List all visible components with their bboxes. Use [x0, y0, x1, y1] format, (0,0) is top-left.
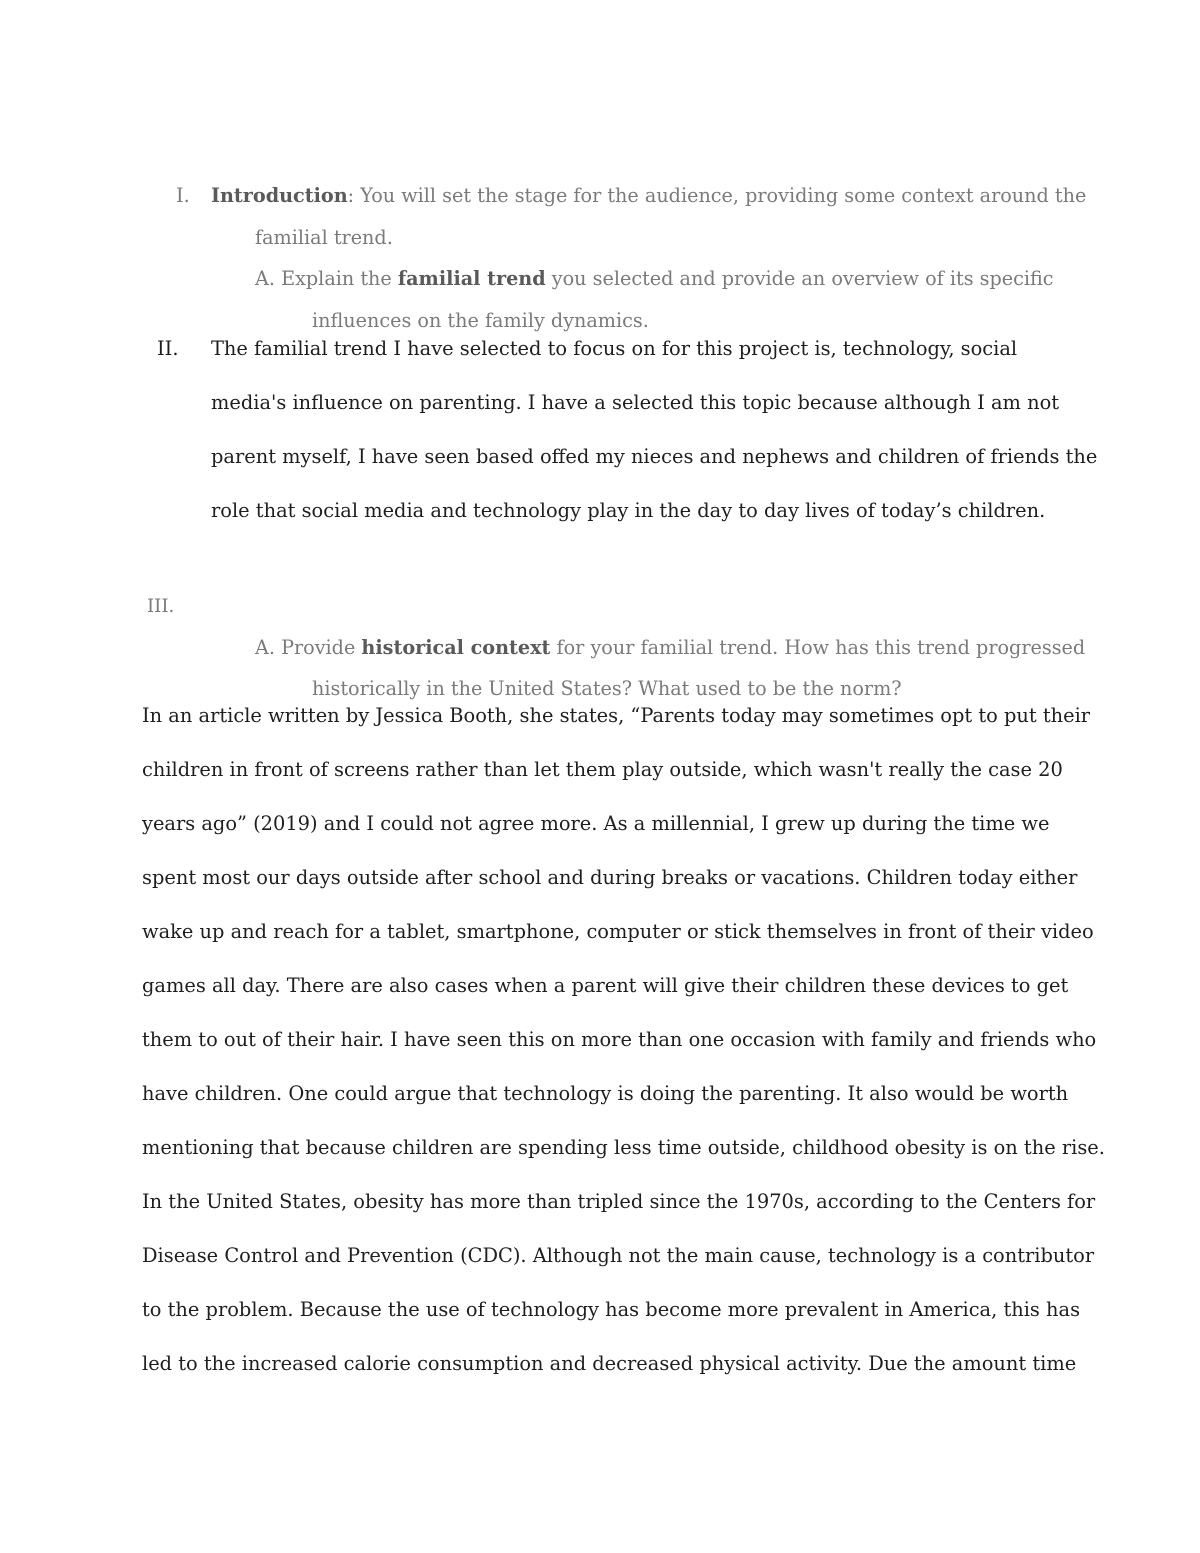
- subpoint-bold: historical context: [361, 636, 551, 659]
- paragraph-line: games all day. There are also cases when a parent will give their children these devices to get: [142, 974, 1069, 997]
- paragraph-line: years ago” (2019) and I could not agree more. As a millennial, I grew up during the time we: [142, 812, 1050, 835]
- subpoint-a: A. Provide historical context for your familial trend. How has this trend progressed: [255, 636, 1086, 659]
- paragraph-line: In the United States, obesity has more than tripled since the 1970s, according to the Centers for: [142, 1190, 1096, 1213]
- subpoint-bold: familial trend: [397, 267, 546, 290]
- heading-bold: Introduction: [211, 184, 348, 207]
- paragraph-line: to the problem. Because the use of technology has become more prevalent in America, this has: [142, 1298, 1081, 1321]
- section-numeral: I.: [176, 184, 190, 207]
- paragraph-line: media's influence on parenting. I have a selected this topic because although I am not: [211, 391, 1060, 414]
- subpoint-a: A. Explain the familial trend you selected and provide an overview of its specific: [255, 267, 1054, 290]
- section-heading: [211, 184, 1086, 207]
- paragraph-line: have children. One could argue that technology is doing the parenting. It also would be worth: [142, 1082, 1069, 1105]
- paragraph-line: The familial trend I have selected to focus on for this project is, technology, social: [211, 337, 1018, 360]
- paragraph-line: wake up and reach for a tablet, smartphone, computer or stick themselves in front of their video: [142, 920, 1094, 943]
- paragraph-line: role that social media and technology play in the day to day lives of today’s children.: [211, 499, 1046, 522]
- heading-rest: : You will set the stage for the audience, providing some context around the: [347, 184, 1087, 207]
- paragraph-line: led to the increased calorie consumption and decreased physical activity. Due the amount time: [142, 1352, 1077, 1375]
- paragraph-line: them to out of their hair. I have seen this on more than one occasion with family and friends who: [142, 1028, 1097, 1051]
- subpoint-line2: historically in the United States? What used to be the norm?: [312, 677, 902, 700]
- section-numeral: II.: [157, 337, 179, 360]
- paragraph-line: Disease Control and Prevention (CDC). Although not the main cause, technology is a contributor: [142, 1244, 1095, 1267]
- heading-line2: familial trend.: [255, 226, 393, 249]
- paragraph-line: parent myself, I have seen based offed my nieces and nephews and children of friends the: [211, 445, 1098, 468]
- section-numeral: III.: [147, 596, 175, 617]
- subpoint-line2: influences on the family dynamics.: [312, 309, 649, 332]
- subpoint-letter: A.: [255, 267, 275, 290]
- subpoint-letter: A.: [255, 636, 275, 659]
- paragraph-line: spent most our days outside after school and during breaks or vacations. Children today either: [142, 866, 1078, 889]
- paragraph-line: mentioning that because children are spending less time outside, childhood obesity is on the rise.: [142, 1136, 1105, 1159]
- paragraph-line: children in front of screens rather than let them play outside, which wasn't really the case 20: [142, 758, 1063, 781]
- paragraph-line: In an article written by Jessica Booth, she states, “Parents today may sometimes opt to put their: [142, 704, 1091, 727]
